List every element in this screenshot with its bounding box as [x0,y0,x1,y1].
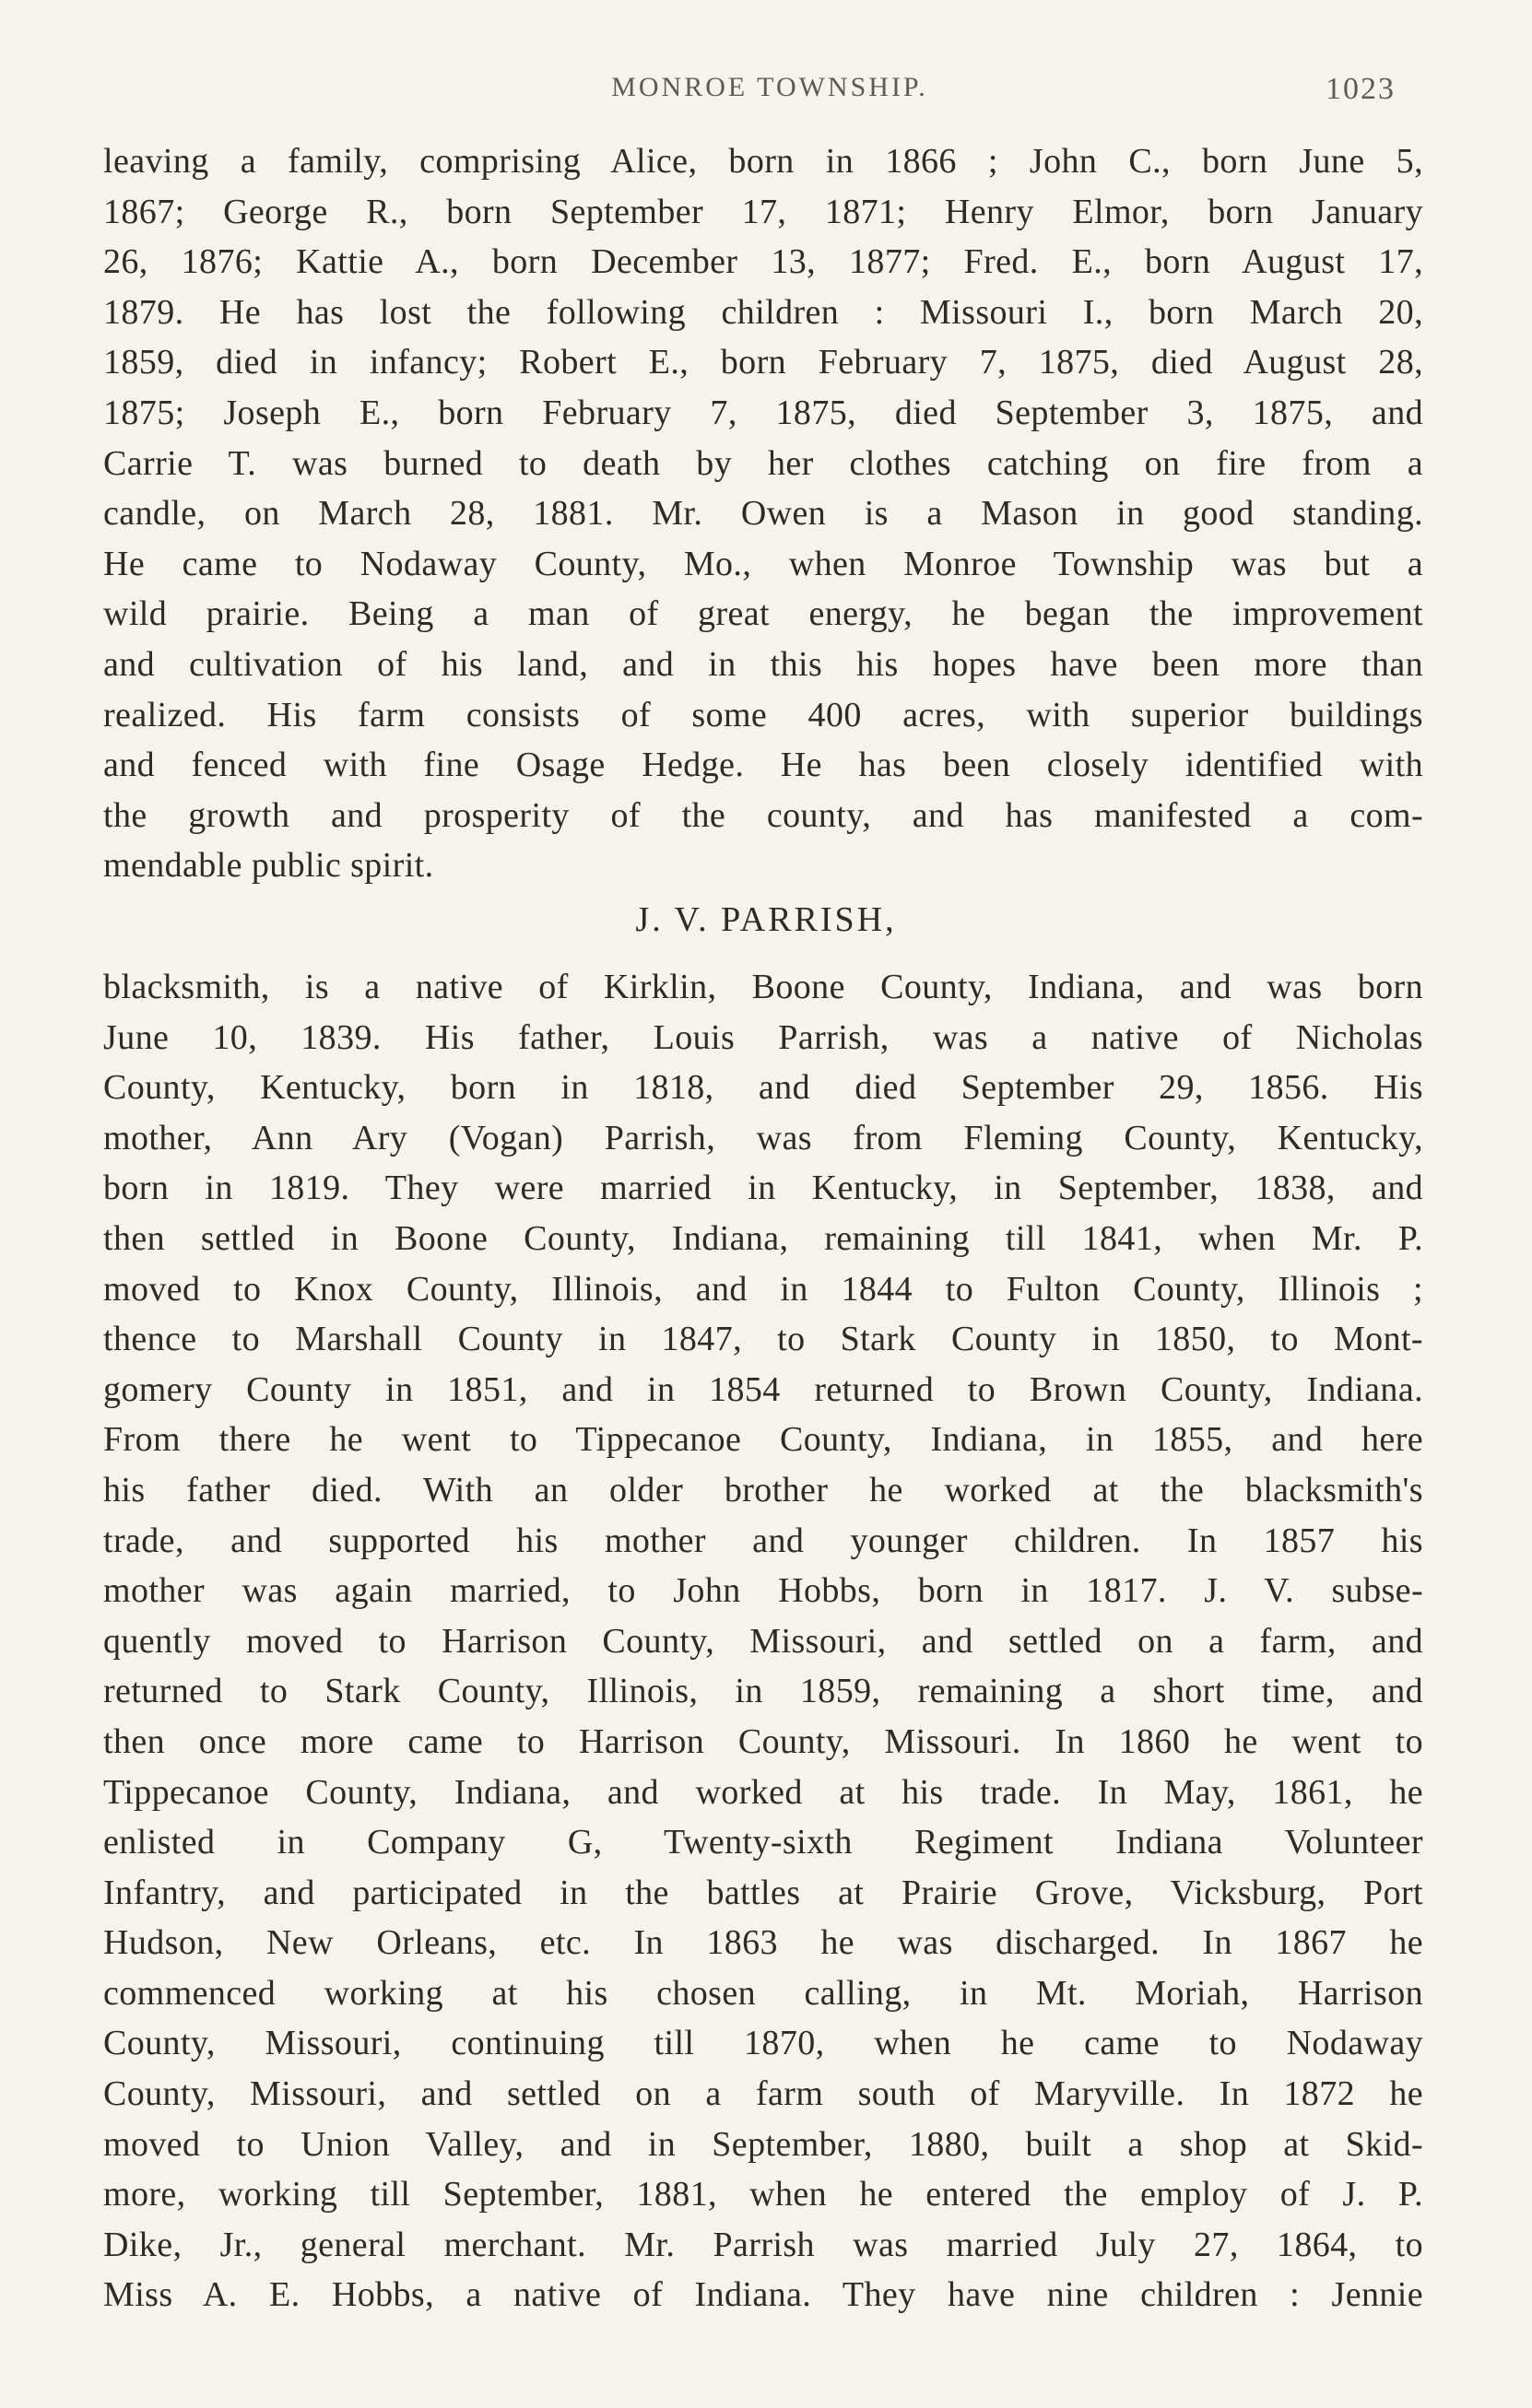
text-line: his father died. With an older brother he worked at the blacksmith's [103,1470,1423,1509]
text-line: mother was again married, to John Hobbs, born in 1817. J. V. subse- [103,1571,1423,1611]
running-title: MONROE TOWNSHIP. [611,72,928,102]
text-line: 26, 1876; Kattie A., born December 13, 1877; Fred. E., born August 17, [103,242,1423,282]
text-line: the growth and prosperity of the county, and has manifested a com- [103,795,1423,835]
text-line: County, Missouri, continuing till 1870, when he came to Nodaway [103,2024,1423,2063]
text-line: commenced working at his chosen calling, in Mt. Moriah, Harrison [103,1973,1423,2013]
text-line: moved to Knox County, Illinois, and in 1844 to Fulton County, Illinois ; [103,1269,1423,1309]
text-line: Carrie T. was burned to death by her clothes catching on fire from a [103,443,1423,483]
text-line: blacksmith, is a native of Kirklin, Boone County, Indiana, and was born [103,968,1423,1006]
text-line: gomery County in 1851, and in 1854 returned to Brown County, Indiana. [103,1369,1423,1409]
text-line: Miss A. E. Hobbs, a native of Indiana. They have nine children : Jennie [103,2275,1423,2315]
text-line: Tippecanoe County, Indiana, and worked at his trade. In May, 1861, he [103,1772,1423,1812]
text-line: County, Kentucky, born in 1818, and died September 29, 1856. His [103,1068,1423,1108]
text-line: quently moved to Harrison County, Missouri, and settled on a farm, and [103,1621,1423,1661]
text-line: 1859, died in infancy; Robert E., born February 7, 1875, died August 28, [103,343,1423,382]
page-number: 1023 [1326,72,1396,106]
text-line: wild prairie. Being a man of great energy, he began the improvement [103,594,1423,634]
text-line: 1875; Joseph E., born February 7, 1875, died September 3, 1875, and [103,393,1423,432]
text-line: June 10, 1839. His father, Louis Parrish, was a native of Nicholas [103,1017,1423,1057]
text-line: and fenced with fine Osage Hedge. He has been closely identified with [103,746,1423,785]
section-heading: J. V. PARRISH, [635,900,897,939]
text-line: and cultivation of his land, and in this his hopes have been more than [103,644,1423,684]
paragraph-parrish-biography [103,962,1423,2320]
text-line: From there he went to Tippecanoe County, Indiana, in 1855, and here [103,1420,1423,1460]
text-line: 1867; George R., born September 17, 1871; Henry Elmor, born January [103,192,1423,231]
text-line: Infantry, and participated in the battles at Prairie Grove, Vicksburg, Port [103,1873,1423,1912]
text-line: more, working till September, 1881, when he entered the employ of J. P. [103,2175,1423,2214]
text-line: enlisted in Company G, Twenty-sixth Regiment Indiana Volunteer [103,1823,1423,1862]
text-line: returned to Stark County, Illinois, in 1859, remaining a short time, and [103,1672,1423,1711]
text-line: County, Missouri, and settled on a farm south of Maryville. In 1872 he [103,2074,1423,2114]
text-line: Hudson, New Orleans, etc. In 1863 he was discharged. In 1867 he [103,1923,1423,1963]
text-line: mendable public spirit. [103,846,434,886]
text-line: realized. His farm consists of some 400 acres, with superior buildings [103,695,1423,734]
text-line: moved to Union Valley, and in September, 1880, built a shop at Skid- [103,2124,1423,2164]
text-line: Dike, Jr., general merchant. Mr. Parrish was married July 27, 1864, to [103,2225,1423,2264]
text-line: born in 1819. They were married in Kentucky, in September, 1838, and [103,1169,1423,1208]
running-head [100,72,1440,118]
text-line: He came to Nodaway County, Mo., when Monroe Township was but a [103,544,1423,583]
text-line: mother, Ann Ary (Vogan) Parrish, was from Fleming County, Kentucky, [103,1118,1423,1157]
text-line: leaving a family, comprising Alice, born in 1866 ; John C., born June 5, [103,142,1423,181]
paragraph-owen-family [103,136,1423,891]
text-line: then once more came to Harrison County, Missouri. In 1860 he went to [103,1721,1423,1761]
text-line: thence to Marshall County in 1847, to Stark County in 1850, to Mont- [103,1320,1423,1359]
text-line: candle, on March 28, 1881. Mr. Owen is a Mason in good standing. [103,494,1423,534]
text-line: trade, and supported his mother and younger children. In 1857 his [103,1521,1423,1560]
text-line: 1879. He has lost the following children : Missouri I., born March 20, [103,292,1423,332]
text-line: then settled in Boone County, Indiana, remaining till 1841, when Mr. P. [103,1218,1423,1258]
